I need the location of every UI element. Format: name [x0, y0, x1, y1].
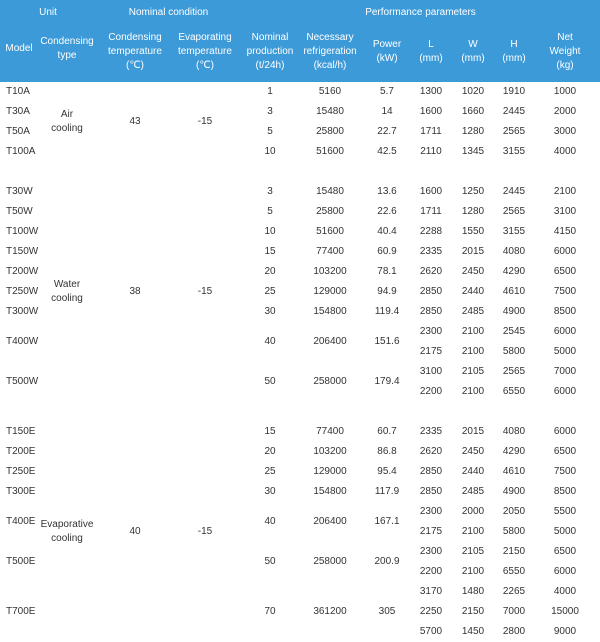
width-cell: 2485: [461, 306, 485, 317]
refrigeration-cell: 258000: [313, 376, 347, 387]
length-cell: 2850: [419, 486, 443, 497]
refrigeration-cell: 15480: [316, 106, 344, 117]
model-cell: T150E: [6, 426, 36, 437]
table-row: [0, 622, 600, 642]
width-cell: 2485: [461, 486, 485, 497]
group-performance-label: Performance parameters: [365, 7, 476, 18]
height-cell: 3155: [502, 226, 526, 237]
table-row: [0, 342, 600, 362]
net-weight-cell: 6000: [553, 426, 577, 437]
height-cell: 6550: [502, 566, 526, 577]
width-cell: 1280: [461, 126, 485, 137]
production-cell: 20: [264, 446, 276, 457]
power-cell: 42.5: [377, 146, 397, 157]
production-cell: 15: [264, 246, 276, 257]
width-cell: 2440: [461, 286, 485, 297]
width-cell: 1480: [461, 586, 485, 597]
height-cell: 4080: [502, 246, 526, 257]
height-cell: 2545: [502, 326, 526, 337]
net-weight-cell: 8500: [553, 486, 577, 497]
width-cell: 2000: [461, 506, 485, 517]
table-row: [0, 442, 600, 462]
length-cell: 2850: [419, 286, 443, 297]
col-net-weight-header: Net Weight (kg): [549, 32, 581, 71]
refrigeration-cell: 51600: [316, 226, 344, 237]
width-cell: 2015: [461, 426, 485, 437]
length-cell: 3100: [419, 366, 443, 377]
net-weight-cell: 2100: [553, 186, 577, 197]
refrigeration-cell: 154800: [313, 306, 347, 317]
production-cell: 10: [264, 226, 276, 237]
model-cell: T400W: [6, 336, 39, 347]
condensing-temp-cell: 38: [129, 286, 141, 297]
production-cell: 3: [267, 106, 273, 117]
condensing-type-cell: Water cooling: [51, 279, 83, 304]
model-cell: T50W: [6, 206, 33, 217]
refrigeration-cell: 258000: [313, 556, 347, 567]
power-cell: 200.9: [374, 556, 400, 567]
table-row: [0, 562, 600, 582]
power-cell: 40.4: [377, 226, 397, 237]
refrigeration-cell: 103200: [313, 266, 347, 277]
model-cell: T300E: [6, 486, 36, 497]
production-cell: 40: [264, 336, 276, 347]
net-weight-cell: 9000: [553, 626, 577, 637]
refrigeration-cell: 103200: [313, 446, 347, 457]
height-cell: 4290: [502, 266, 526, 277]
width-cell: 1550: [461, 226, 485, 237]
col-condensing-type-header: Condensing type: [40, 36, 94, 61]
width-cell: 2100: [461, 326, 485, 337]
power-cell: 22.7: [377, 126, 397, 137]
height-cell: 5800: [502, 526, 526, 537]
width-cell: 2100: [461, 346, 485, 357]
length-cell: 2335: [419, 426, 443, 437]
width-cell: 2015: [461, 246, 485, 257]
net-weight-cell: 2000: [553, 106, 577, 117]
model-cell: T300W: [6, 306, 39, 317]
length-cell: 2620: [419, 446, 443, 457]
length-cell: 2250: [419, 606, 443, 617]
refrigeration-cell: 129000: [313, 286, 347, 297]
width-cell: 2450: [461, 446, 485, 457]
length-cell: 5700: [419, 626, 443, 637]
length-cell: 2850: [419, 306, 443, 317]
production-cell: 10: [264, 146, 276, 157]
production-cell: 30: [264, 306, 276, 317]
power-cell: 14: [381, 106, 393, 117]
refrigeration-cell: 206400: [313, 336, 347, 347]
model-cell: T200W: [6, 266, 39, 277]
col-L-header: L (mm): [419, 39, 443, 64]
table-row: [0, 322, 600, 342]
length-cell: 2850: [419, 466, 443, 477]
col-evaporating-temp-header: Evaporating temperature (℃): [178, 32, 232, 71]
condensing-temp-cell: 40: [129, 526, 141, 537]
group-nominal-label: Nominal condition: [128, 7, 209, 18]
table-row: [0, 142, 600, 162]
power-cell: 13.6: [377, 186, 397, 197]
col-necessary-refrigeration-header: Necessary refrigeration (kcal/h): [303, 32, 357, 71]
net-weight-cell: 3100: [553, 206, 577, 217]
refrigeration-cell: 206400: [313, 516, 347, 527]
width-cell: 1345: [461, 146, 485, 157]
length-cell: 2620: [419, 266, 443, 277]
table-row: [0, 242, 600, 262]
refrigeration-cell: 15480: [316, 186, 344, 197]
length-cell: 1711: [420, 206, 442, 217]
condensing-type-cell: Evaporative cooling: [40, 519, 94, 544]
power-cell: 60.7: [377, 426, 397, 437]
col-W-header: W (mm): [461, 39, 485, 64]
net-weight-cell: 15000: [551, 606, 579, 617]
model-cell: T500W: [6, 376, 39, 387]
production-cell: 25: [264, 466, 276, 477]
model-cell: T30W: [6, 186, 33, 197]
production-cell: 40: [264, 516, 276, 527]
production-cell: 3: [267, 186, 273, 197]
refrigeration-cell: 361200: [313, 606, 347, 617]
net-weight-cell: 5500: [553, 506, 577, 517]
table-row: [0, 422, 600, 442]
table-row: [0, 362, 600, 382]
refrigeration-cell: 25800: [316, 206, 344, 217]
condensing-temp-cell: 43: [129, 116, 141, 127]
width-cell: 1660: [461, 106, 485, 117]
power-cell: 78.1: [377, 266, 397, 277]
power-cell: 151.6: [374, 336, 400, 347]
width-cell: 2105: [461, 546, 485, 557]
net-weight-cell: 6000: [553, 566, 577, 577]
table-row: [0, 462, 600, 482]
model-cell: T100W: [6, 226, 39, 237]
table-row: [0, 222, 600, 242]
refrigeration-cell: 154800: [313, 486, 347, 497]
net-weight-cell: 6500: [553, 446, 577, 457]
power-cell: 94.9: [377, 286, 397, 297]
width-cell: 2105: [461, 366, 485, 377]
refrigeration-cell: 77400: [316, 246, 344, 257]
length-cell: 3170: [419, 586, 443, 597]
net-weight-cell: 7500: [553, 466, 577, 477]
height-cell: 4080: [502, 426, 526, 437]
evaporating-temp-cell: -15: [197, 286, 213, 297]
net-weight-cell: 5000: [553, 346, 577, 357]
length-cell: 1300: [419, 86, 443, 97]
power-cell: 167.1: [374, 516, 400, 527]
width-cell: 1450: [461, 626, 485, 637]
height-cell: 4900: [502, 306, 526, 317]
power-cell: 119.4: [374, 306, 400, 317]
height-cell: 2265: [502, 586, 526, 597]
width-cell: 1280: [461, 206, 485, 217]
height-cell: 2150: [502, 546, 526, 557]
model-cell: T100A: [6, 146, 36, 157]
length-cell: 2300: [419, 326, 443, 337]
model-cell: T500E: [6, 556, 36, 567]
net-weight-cell: 5000: [553, 526, 577, 537]
length-cell: 1600: [419, 106, 443, 117]
table-row: [0, 182, 600, 202]
height-cell: 3155: [502, 146, 526, 157]
height-cell: 2445: [502, 186, 526, 197]
model-cell: T10A: [6, 86, 30, 97]
col-H-header: H (mm): [502, 39, 526, 64]
power-cell: 305: [378, 606, 396, 617]
group-unit-label: Unit: [39, 7, 57, 18]
length-cell: 2300: [419, 506, 443, 517]
length-cell: 2175: [419, 346, 443, 357]
length-cell: 2335: [419, 246, 443, 257]
production-cell: 70: [264, 606, 276, 617]
height-cell: 6550: [502, 386, 526, 397]
table-row: [0, 582, 600, 602]
production-cell: 1: [267, 86, 273, 97]
table-row: [0, 202, 600, 222]
net-weight-cell: 8500: [553, 306, 577, 317]
power-cell: 117.9: [374, 486, 400, 497]
evaporating-temp-cell: -15: [197, 116, 213, 127]
length-cell: 1711: [420, 126, 442, 137]
width-cell: 2100: [461, 386, 485, 397]
production-cell: 50: [264, 376, 276, 387]
refrigeration-cell: 5160: [318, 86, 342, 97]
net-weight-cell: 7000: [553, 366, 577, 377]
production-cell: 20: [264, 266, 276, 277]
model-cell: T250E: [6, 466, 36, 477]
production-cell: 5: [267, 126, 273, 137]
production-cell: 50: [264, 556, 276, 567]
production-cell: 25: [264, 286, 276, 297]
production-cell: 30: [264, 486, 276, 497]
height-cell: 4610: [502, 286, 526, 297]
table-row: [0, 382, 600, 402]
col-nominal-production-header: Nominal production (t/24h): [246, 32, 294, 71]
net-weight-cell: 6500: [553, 266, 577, 277]
net-weight-cell: 6000: [553, 246, 577, 257]
width-cell: 1020: [461, 86, 485, 97]
power-cell: 5.7: [380, 86, 394, 97]
height-cell: 2565: [502, 206, 526, 217]
height-cell: 4900: [502, 486, 526, 497]
refrigeration-cell: 77400: [316, 426, 344, 437]
model-cell: T200E: [6, 446, 36, 457]
power-cell: 60.9: [377, 246, 397, 257]
height-cell: 5800: [502, 346, 526, 357]
width-cell: 2100: [461, 566, 485, 577]
net-weight-cell: 1000: [553, 86, 577, 97]
model-cell: T30A: [6, 106, 30, 117]
col-power-header: Power (kW): [372, 39, 402, 64]
width-cell: 2100: [461, 526, 485, 537]
model-cell: T50A: [6, 126, 30, 137]
table-row: [0, 82, 600, 102]
net-weight-cell: 7500: [553, 286, 577, 297]
length-cell: 1600: [419, 186, 443, 197]
evaporating-temp-cell: -15: [197, 526, 213, 537]
height-cell: 2565: [502, 366, 526, 377]
height-cell: 2800: [502, 626, 526, 637]
condensing-type-cell: Air cooling: [51, 109, 83, 134]
table-row: [0, 602, 600, 622]
length-cell: 2288: [419, 226, 443, 237]
model-cell: T400E: [6, 516, 36, 527]
net-weight-cell: 3000: [553, 126, 577, 137]
refrigeration-cell: 129000: [313, 466, 347, 477]
net-weight-cell: 4000: [553, 146, 577, 157]
height-cell: 7000: [502, 606, 526, 617]
net-weight-cell: 4150: [553, 226, 577, 237]
net-weight-cell: 6000: [553, 386, 577, 397]
net-weight-cell: 4000: [553, 586, 577, 597]
power-cell: 95.4: [377, 466, 397, 477]
length-cell: 2200: [419, 566, 443, 577]
length-cell: 2300: [419, 546, 443, 557]
table-row: [0, 482, 600, 502]
height-cell: 4610: [502, 466, 526, 477]
width-cell: 2440: [461, 466, 485, 477]
net-weight-cell: 6000: [553, 326, 577, 337]
length-cell: 2175: [419, 526, 443, 537]
model-cell: T250W: [6, 286, 39, 297]
power-cell: 86.8: [377, 446, 397, 457]
height-cell: 2565: [502, 126, 526, 137]
width-cell: 2450: [461, 266, 485, 277]
col-model-header: Model: [5, 43, 33, 54]
width-cell: 1250: [461, 186, 485, 197]
net-weight-cell: 6500: [553, 546, 577, 557]
refrigeration-cell: 51600: [316, 146, 344, 157]
length-cell: 2110: [420, 146, 442, 157]
production-cell: 5: [267, 206, 273, 217]
length-cell: 2200: [419, 386, 443, 397]
refrigeration-cell: 25800: [316, 126, 344, 137]
production-cell: 15: [264, 426, 276, 437]
model-cell: T700E: [6, 606, 36, 617]
height-cell: 1910: [502, 86, 526, 97]
col-condensing-temp-header: Condensing temperature (℃): [108, 32, 162, 71]
height-cell: 4290: [502, 446, 526, 457]
power-cell: 22.6: [377, 206, 397, 217]
width-cell: 2150: [461, 606, 485, 617]
model-cell: T150W: [6, 246, 39, 257]
table-header: [0, 0, 600, 82]
height-cell: 2445: [502, 106, 526, 117]
height-cell: 2050: [502, 506, 526, 517]
power-cell: 179.4: [374, 376, 400, 387]
